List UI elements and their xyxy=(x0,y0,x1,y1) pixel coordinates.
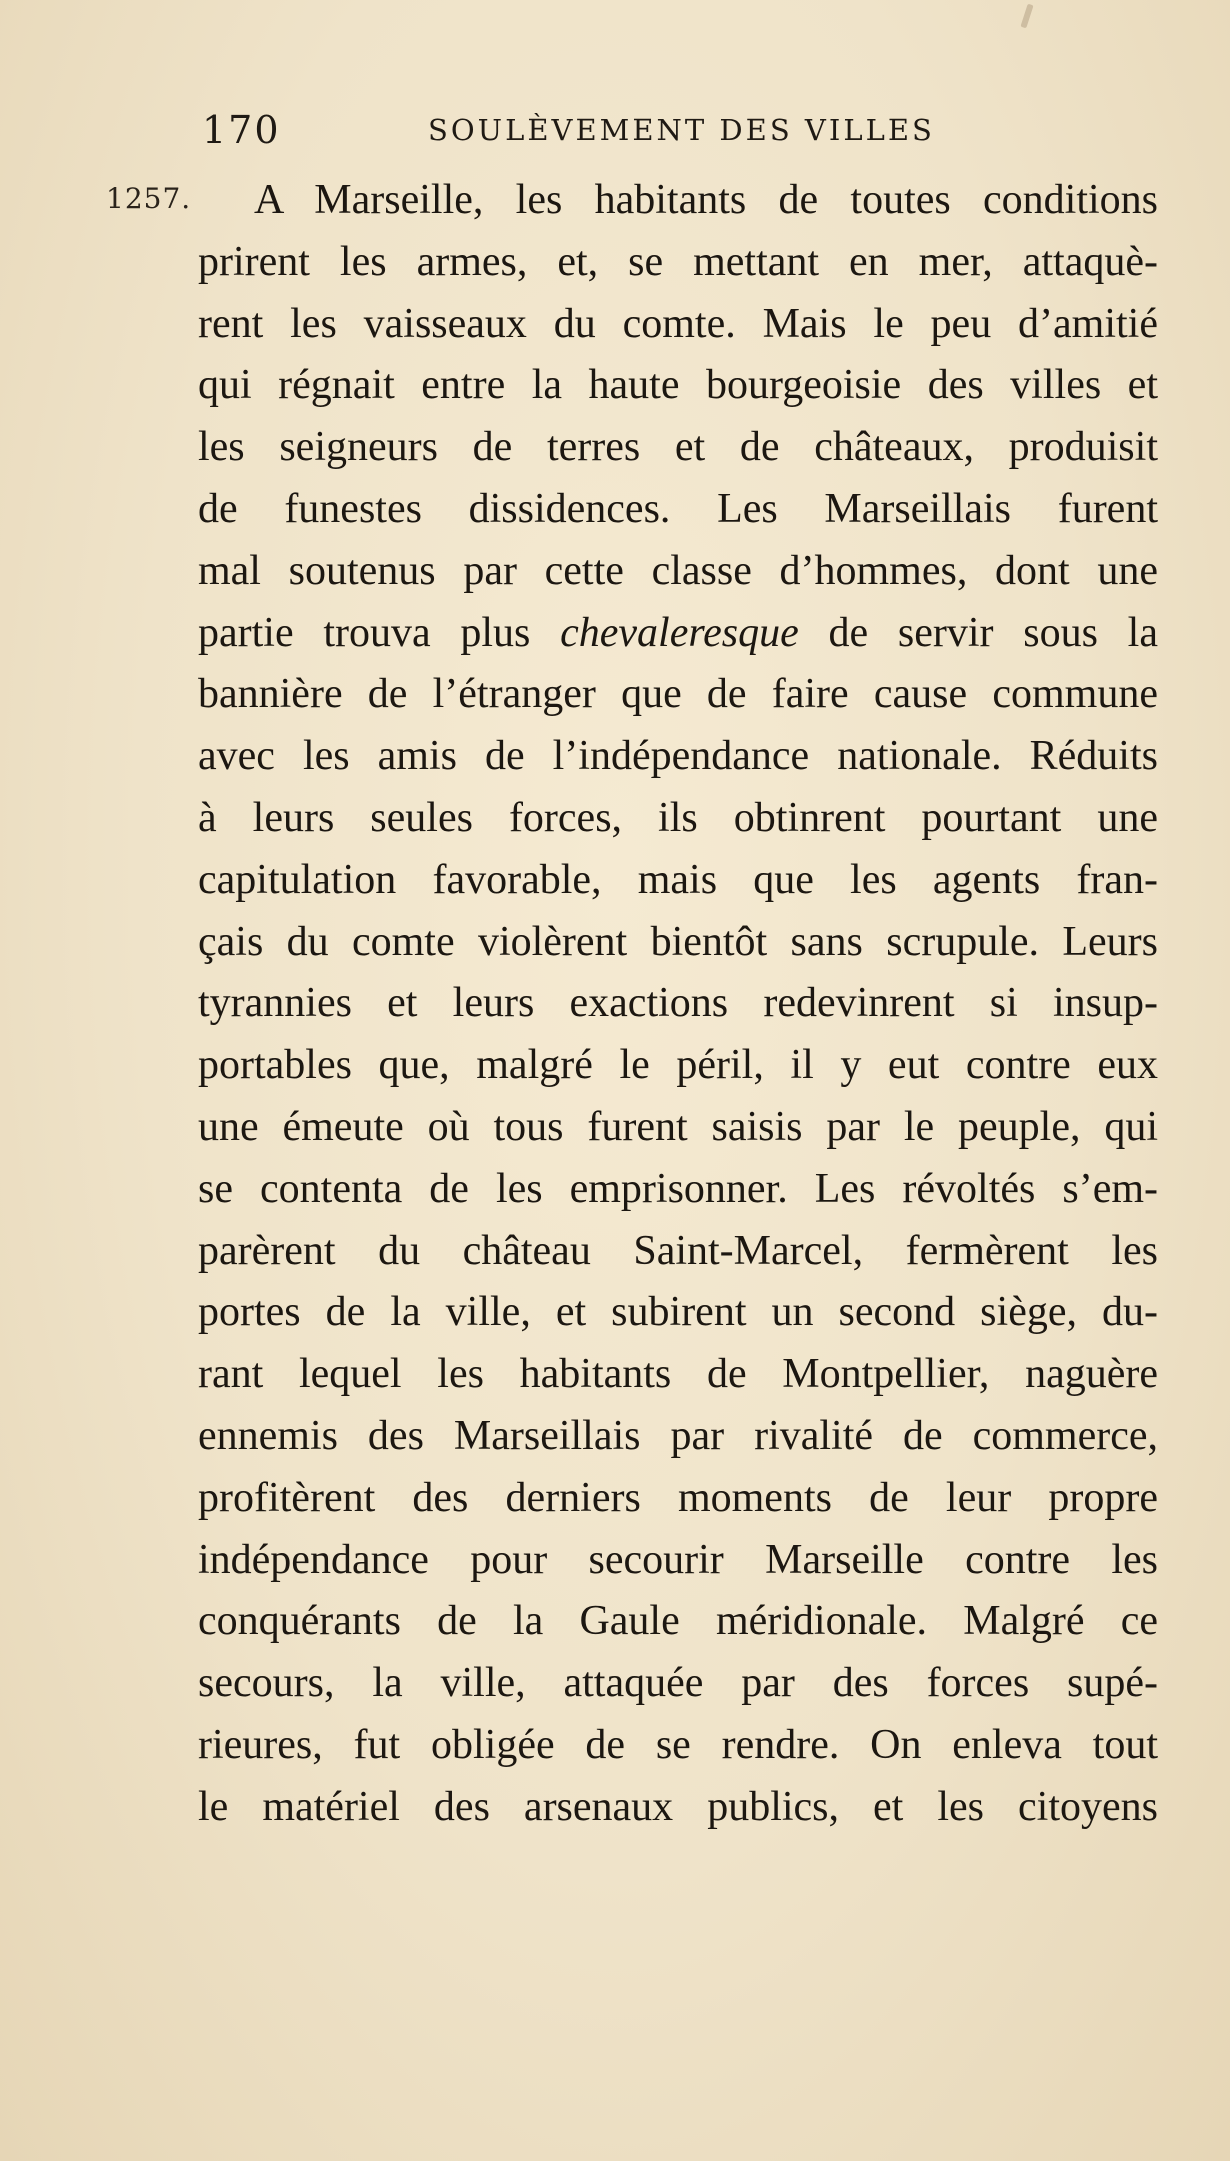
text-line: rent les vaisseaux du comte. Mais le peu d’amitié xyxy=(198,300,1158,347)
text-line: de funestes dissidences. Les Marseillais furent xyxy=(198,485,1158,532)
text-line: bannière de l’étranger que de faire cause commune xyxy=(198,671,1158,718)
italic-word: chevaleresque xyxy=(560,609,799,656)
text-line: parèrent du château Saint-Marcel, fermèrent les xyxy=(198,1227,1158,1274)
text-line: se contenta de les emprisonner. Les révoltés s’em- xyxy=(198,1165,1158,1212)
text-line: à leurs seules forces, ils obtinrent pourtant une xyxy=(198,794,1158,841)
text-line: conquérants de la Gaule méridionale. Malgré ce xyxy=(198,1598,1158,1645)
text-line: qui régnait entre la haute bourgeoisie des villes et xyxy=(198,362,1158,409)
text-line: secours, la ville, attaquée par des forces supé- xyxy=(198,1660,1158,1707)
text-line: les seigneurs de terres et de châteaux, produisit xyxy=(198,424,1158,471)
margin-year: 1257. xyxy=(106,182,192,215)
text-line: ennemis des Marseillais par rivalité de commerce, xyxy=(198,1412,1158,1459)
text-segment: de servir sous la xyxy=(828,609,1158,656)
text-line: portes de la ville, et subirent un second siège, du- xyxy=(198,1289,1158,1336)
text-line: mal soutenus par cette classe d’hommes, dont une xyxy=(198,547,1158,594)
text-line: portables que, malgré le péril, il y eut contre eux xyxy=(198,1042,1158,1089)
running-head xyxy=(0,108,1230,158)
text-segment: partie trouva plus xyxy=(198,609,531,656)
text-line: rant lequel les habitants de Montpellier, naguère xyxy=(198,1351,1158,1398)
text-line: profitèrent des derniers moments de leur propre xyxy=(198,1474,1158,1521)
text-line-with-italic xyxy=(198,603,1158,665)
paper-blemish xyxy=(1020,4,1033,29)
text-line: prirent les armes, et, se mettant en mer, attaquè- xyxy=(198,238,1158,285)
text-line: capitulation favorable, mais que les agents fran- xyxy=(198,856,1158,903)
text-line: une émeute où tous furent saisis par le peuple, qui xyxy=(198,1103,1158,1150)
text-line: rieures, fut obligée de se rendre. On enleva tout xyxy=(198,1721,1158,1768)
running-title: SOULÈVEMENT DES VILLES xyxy=(428,113,935,147)
text-line: çais du comte violèrent bientôt sans scrupule. Leurs xyxy=(198,918,1158,965)
text-line: tyrannies et leurs exactions redevinrent si insup- xyxy=(198,980,1158,1027)
text-line: le matériel des arsenaux publics, et les citoyens xyxy=(198,1783,1158,1830)
text-line: avec les amis de l’indépendance nationale. Réduits xyxy=(198,733,1158,780)
body-paragraph xyxy=(198,170,1158,1839)
text-line: indépendance pour secourir Marseille contre les xyxy=(198,1536,1158,1583)
text-line: A Marseille, les habitants de toutes conditions xyxy=(254,177,1158,223)
page-number: 170 xyxy=(202,108,281,152)
